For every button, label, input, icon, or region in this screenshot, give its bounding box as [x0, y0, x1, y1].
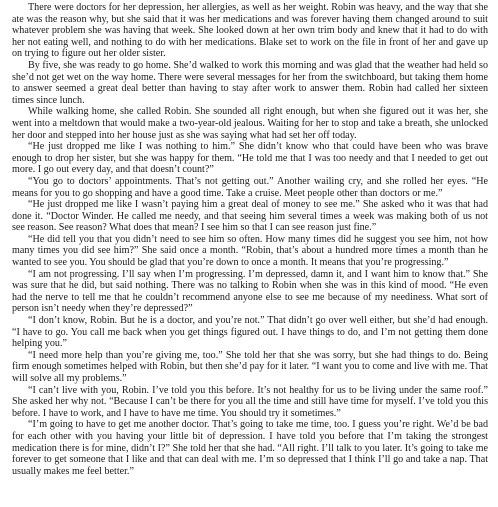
paragraph-6: “He just dropped me like I wasn’t paying him a great deal of money to see me.” She asked who it was that had done it. “Doctor Winder. He called me needy, and that seeing him several times a week was making both of us not see reason. See reason? What does that mean? I see him so that I can see reason just fine.”: [12, 199, 488, 234]
paragraph-11: “I can’t live with you, Robin. I’ve told you this before. It’s not healthy for us to be living under the same roof.” She asked her why not. “Because I can’t be there for you all the time and still have time for myself. I’ve told you this before. I have to work, and I have to have me time. You should try it sometimes.”: [12, 384, 488, 419]
paragraph-3: While walking home, she called Robin. She sounded all right enough, but when she figured out it was her, she went into a meltdown that would make a two-year-old jealous. Waiting for her to stop and take a breath, she unlocked her door and stepped into her house just as she was saying what had set her off today.: [12, 106, 488, 141]
paragraph-9: “I don’t know, Robin. But he is a doctor, and you’re not.” That didn’t go over well either, but she’d had enough. “I have to go. You call me back when you get things figured out. I have things to do, and I’m not getting them done helping you.”: [12, 315, 488, 350]
paragraph-1: There were doctors for her depression, her allergies, as well as her weight. Robin was heavy, and the way that she ate was the reason why, but she said that it was her medications and was forever having them changed around to suit whatever problem she was having that week. She looked down at her own trim body and knew that it had to do with her not eating well, and nothing to do with her medications. Blake set to work on the file in front of her and gave up on trying to figure out her older sister.: [12, 2, 488, 60]
paragraph-12: “I’m going to have to get me another doctor. That’s going to take me time, too. I guess you’re right. We’d be bad for each other with you having your little bit of depression. I have told you before that I’m taking the strongest medication there is for mine, didn’t I?” She told her that she had. “All right. I’ll talk to you later. It’s going to take me forever to get someone that I like and that can deal with me. I’m so depressed that I think I’ll go and take a nap. That usually makes me feel better.”: [12, 419, 488, 477]
paragraph-5: “You go to doctors’ appointments. That’s not getting out.” Another wailing cry, and she rolled her eyes. “He means for you to go shopping and have a good time. Take a cruise. Meet people other than doctors or me.”: [12, 175, 488, 199]
paragraph-7: “He did tell you that you didn’t need to see him so often. How many times did he suggest you see him, not how many times you did see him?” She said once a month. “Robin, that’s about a hundred more times a month than he wanted to see you. You should be glad that you’re down to once a month. It means that you’re progressing.”: [12, 233, 488, 269]
paragraph-2: By five, she was ready to go home. She’d walked to work this morning and was glad that the weather had held so she’d not get wet on the way home. There were several messages for her from the switchboard, but taking them home to answer seemed a great deal better than having to stay after work to answer them. Robin had called her sixteen times since lunch.: [12, 59, 488, 106]
paragraph-10: “I need more help than you’re giving me, too.” She told her that she was sorry, but she had things to do. Being firm enough sometimes helped with Robin, but then she’d pay for it later. “I want you to come and live with me. That will solve all my problems.”: [12, 349, 488, 384]
paragraph-4: “He just dropped me like I was nothing to him.” She didn’t know who that could have been who was brave enough to drop her sister, but she was happy for them. “He told me that I was too needy and that I needed to get out more. I go out every day, and that doesn’t count?”: [12, 141, 488, 176]
paragraph-8: “I am not progressing. I’ll say when I’m progressing. I’m depressed, damn it, and I want him to know that.” She was sure that he did, but said nothing. There was no talking to Robin when she was in this kind of mood. “He even had the nerve to tell me that he couldn’t recommend anyone else to see me because of my neediness. What sort of person isn’t needy when they’re depressed?”: [12, 268, 488, 315]
